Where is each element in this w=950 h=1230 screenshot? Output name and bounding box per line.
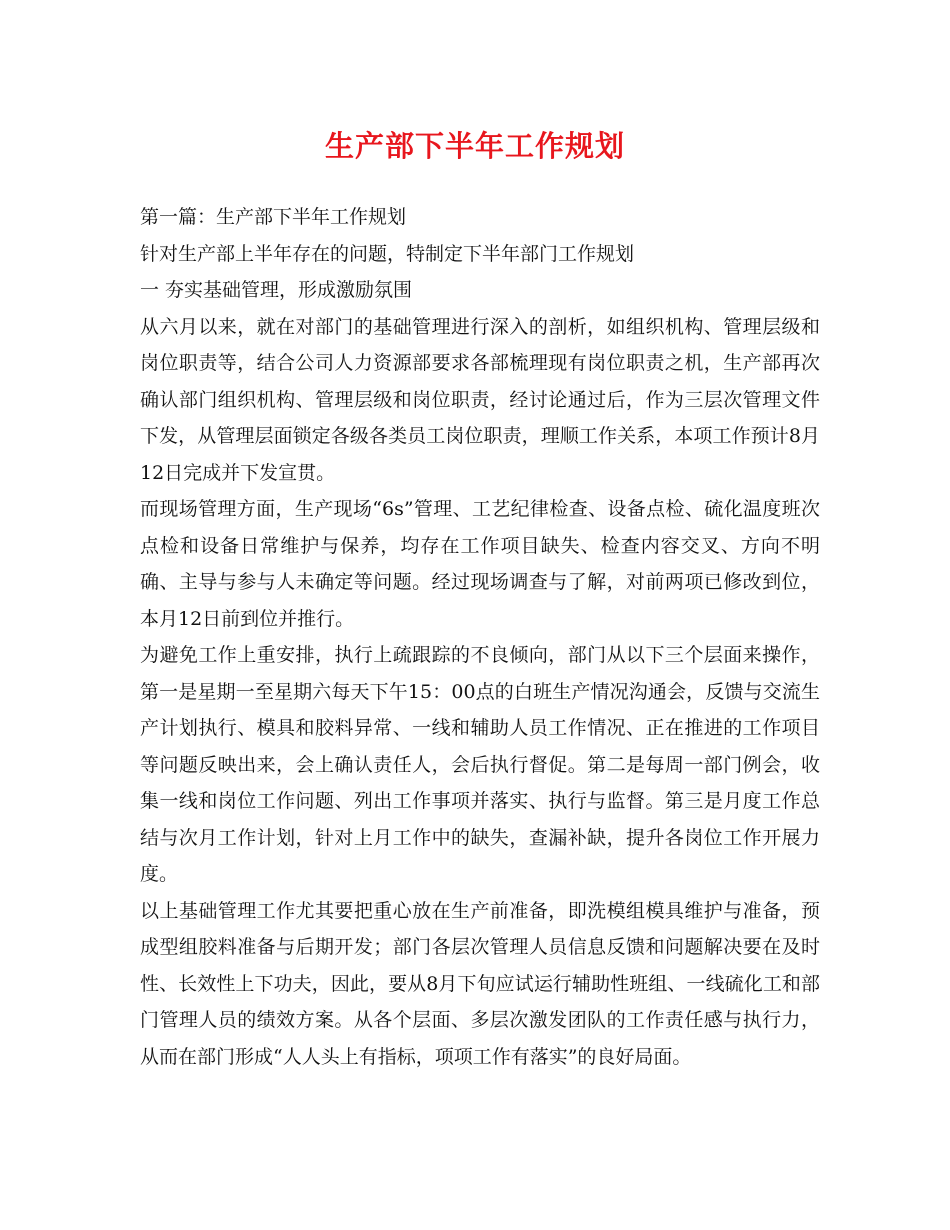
paragraph-chapter-heading: 第一篇：生产部下半年工作规划 (140, 206, 407, 228)
document-title: 生产部下半年工作规划 (324, 129, 625, 163)
paragraph: 而现场管理方面，生产现场“6s”管理、工艺纪律检查、设备点检、硫化温度班次点检和设备日常维护与保养，均存在工作项目缺失、检查内容交叉、方向不明确、主导与参与人未确定等问题。经过现场调查与了解，对前两项已修改到位，本月12日前到位并推行。 (140, 498, 820, 630)
document-body (140, 199, 820, 1075)
paragraph: 为避免工作上重安排，执行上疏跟踪的不良倾向，部门从以下三个层面来操作，第一是星期一至星期六每天下午15：00点的白班生产情况沟通会，反馈与交流生产计划执行、模具和胶料异常、一线和辅助人员工作情况、正在推进的工作项目等问题反映出来，会上确认责任人，会后执行督促。第二是每周一部门例会，收集一线和岗位工作问题、列出工作事项并落实、执行与监督。第三是月度工作总结与次月工作计划，针对上月工作中的缺失，查漏补缺，提升各岗位工作开展力度。 (140, 644, 820, 885)
paragraph-intro: 针对生产部上半年存在的问题，特制定下半年部门工作规划 (140, 242, 635, 265)
paragraph: 从六月以来，就在对部门的基础管理进行深入的剖析，如组织机构、管理层级和岗位职责等，结合公司人力资源部要求各部梳理现有岗位职责之机，生产部再次确认部门组织机构、管理层级和岗位职责，经讨论通过后，作为三层次管理文件下发，从管理层面锁定各级各类员工岗位职责，理顺工作关系，本项工作预计8月12日完成并下发宣贯。 (140, 315, 820, 484)
paragraph: 以上基础管理工作尤其要把重心放在生产前准备，即洗模组模具维护与准备，预成型组胶料准备与后期开发；部门各层次管理人员信息反馈和问题解决要在及时性、长效性上下功夫，因此，要从8月下旬应试运行辅助性班组、一线硫化工和部门管理人员的绩效方案。从各个层面、多层次激发团队的工作责任感与执行力，从而在部门形成“人人头上有指标，项项工作有落实”的良好局面。 (140, 899, 820, 1068)
paragraph-section-heading: 一 夯实基础管理，形成激励氛围 (140, 279, 413, 301)
